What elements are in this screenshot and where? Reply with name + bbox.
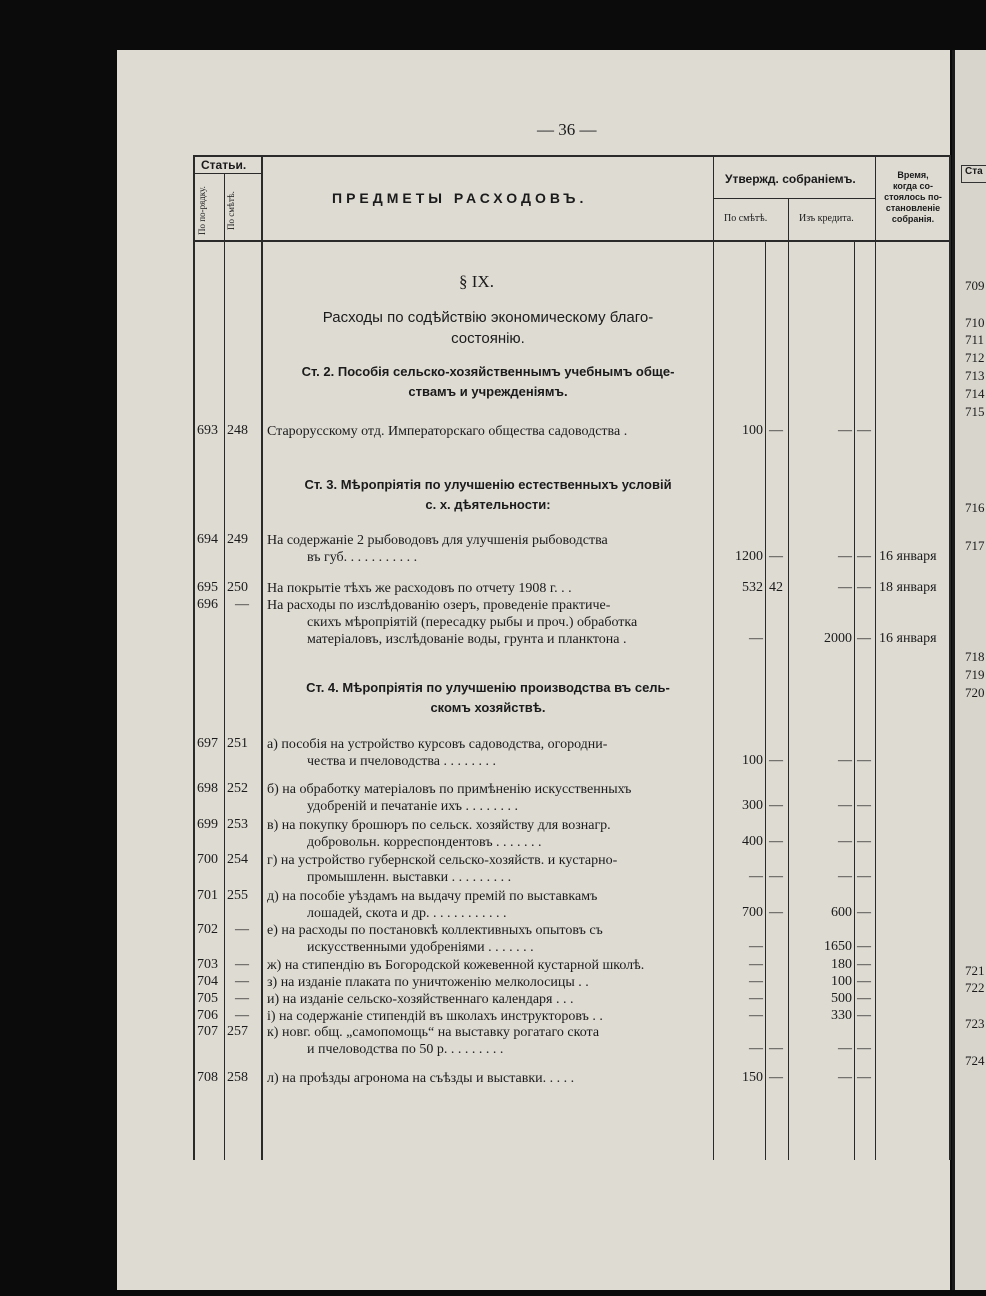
row-order-number: 695 [197,580,218,595]
section-title: Расходы по содѣйствію экономическому благо- состоянію. [322,309,654,347]
row-credit-kopecks: — [857,423,871,438]
row-description-line: и пчеловодства по 50 р. . . . . . . . . [307,1042,504,1057]
row-description-line: скихъ мѣропріятій (пересадку рыбы и проч.) обработка [307,615,638,630]
row-credit-kopecks: — [857,1008,871,1023]
header-col-credit: Изъ кредита. [799,213,854,224]
row-order-number: 703 [197,957,218,972]
row-credit-amount: — [838,1070,852,1085]
row-order-number: 705 [197,991,218,1006]
row-estimate-kopecks: — [769,549,783,564]
table-left-rule [193,155,195,1160]
row-order-number: 700 [197,852,218,867]
row-estimate-kopecks: — [769,753,783,768]
row-estimate-number: 248 [227,423,248,438]
document-page [117,50,950,1290]
row-description-line: а) пособія на устройство курсовъ садоводства, огородни- [267,737,608,752]
next-page-row-number: 709 [965,278,985,293]
row-credit-kopecks: — [857,549,871,564]
row-credit-kopecks: — [857,798,871,813]
row-order-number: 693 [197,423,218,438]
article-4-title: Ст. 4. Мѣропріятія по улучшенію производства въ сель- скомъ хозяйствѣ. [306,680,670,715]
row-description-line: въ губ. . . . . . . . . . . [307,550,418,565]
row-estimate-amount: — [749,974,763,989]
row-estimate-kopecks: 42 [769,580,783,595]
row-description-line: к) новг. общ. „самопомощь“ на выставку рогатаго скота [267,1025,600,1040]
row-credit-amount: 500 [831,991,852,1006]
rule-e-kop [765,240,766,1160]
row-credit-amount: 330 [831,1008,852,1023]
next-page-row-number: 718 [965,649,985,664]
row-credit-kopecks: — [857,905,871,920]
row-estimate-amount: — [749,1008,763,1023]
next-page-row-number: 717 [965,538,985,553]
articles-subrule [195,173,261,174]
row-estimate-kopecks: — [769,869,783,884]
row-estimate-number: — [235,974,249,989]
article-2-title: Ст. 2. Пособія сельско-хозяйственнымъ учебнымъ обще- ствамъ и учрежденіямъ. [301,364,675,399]
rule-order [224,173,225,1160]
row-estimate-amount: 100 [742,423,763,438]
next-page-row-number: 721 [965,963,985,978]
next-page-row-number: 723 [965,1016,985,1031]
row-credit-kopecks: — [857,974,871,989]
header-approved: Утвержд. собраніемъ. [725,172,856,186]
row-description-line: і) на содержаніе стипендій въ школахъ инструкторовъ . . [267,1009,603,1024]
row-credit-amount: — [838,869,852,884]
row-credit-kopecks: — [857,834,871,849]
row-credit-amount: — [838,580,852,595]
row-order-number: 699 [197,817,218,832]
next-page-header: Ста [961,165,986,183]
rule-credit [788,198,789,1160]
row-description-line: г) на устройство губернской сельско-хозяйств. и кустарно- [267,853,618,868]
row-estimate-amount: — [749,869,763,884]
article-3-title: Ст. 3. Мѣропріятія по улучшенію естественныхъ условій с. х. дѣятельности: [304,477,672,512]
row-credit-amount: — [838,423,852,438]
row-estimate-number: 249 [227,532,248,547]
row-estimate-amount: 100 [742,753,763,768]
section-number: § IX. [459,272,494,291]
row-estimate-number: 253 [227,817,248,832]
row-description-line: промышленн. выставки . . . . . . . . . [307,870,512,885]
row-credit-amount: — [838,1041,852,1056]
row-order-number: 707 [197,1024,218,1039]
header-by-order: По по-рядку. [197,186,207,235]
row-credit-kopecks: — [857,957,871,972]
header-col-estimate: По смѣтѣ. [724,213,768,224]
row-estimate-kopecks: — [769,423,783,438]
header-time: Время, когда со- стоялось по- становленіе собранія. [884,170,942,224]
row-estimate-amount: 532 [742,580,763,595]
next-page-row-number: 711 [965,332,985,347]
row-credit-amount: — [838,549,852,564]
row-estimate-amount: — [749,939,763,954]
row-description-line: е) на расходы по постановкѣ коллективныхъ опытовъ съ [267,923,603,938]
row-credit-amount: 1650 [824,939,852,954]
row-order-number: 701 [197,888,218,903]
row-description-line: и) на изданіе сельско-хозяйственнаго календаря . . . [267,992,574,1007]
next-page-row-number: 714 [965,386,985,401]
row-description-line: з) на изданіе плаката по уничтоженію мелколосицы . . [267,975,589,990]
header-subject: ПРЕДМЕТЫ РАСХОДОВЪ. [332,190,588,206]
row-credit-kopecks: — [857,939,871,954]
row-order-number: 708 [197,1070,218,1085]
row-estimate-amount: — [749,957,763,972]
row-credit-amount: 180 [831,957,852,972]
row-order-number: 697 [197,736,218,751]
row-description-line: На покрытіе тѣхъ же расходовъ по отчету 1908 г. . . [267,581,572,596]
row-credit-amount: — [838,753,852,768]
row-estimate-kopecks: — [769,798,783,813]
approved-subrule [713,198,875,199]
row-estimate-number: — [235,922,249,937]
next-page-row-number: 724 [965,1053,985,1068]
row-resolution-date: 16 января [879,549,937,564]
row-order-number: 706 [197,1008,218,1023]
row-estimate-kopecks: — [769,1041,783,1056]
rule-time [875,155,876,1160]
row-estimate-kopecks: — [769,834,783,849]
row-estimate-number: 257 [227,1024,248,1039]
row-credit-kopecks: — [857,631,871,646]
row-description-line: лошадей, скота и др. . . . . . . . . . . . [307,906,507,921]
row-order-number: 696 [197,597,218,612]
row-credit-kopecks: — [857,753,871,768]
row-order-number: 702 [197,922,218,937]
row-credit-kopecks: — [857,1070,871,1085]
row-description-line: На содержаніе 2 рыбоводовъ для улучшенія рыбоводства [267,533,608,548]
page-number: — 36 — [537,120,597,139]
next-page-edge [952,50,986,1290]
row-credit-kopecks: — [857,580,871,595]
row-credit-amount: — [838,798,852,813]
row-estimate-amount: — [749,1041,763,1056]
next-page-row-number: 710 [965,315,985,330]
rule-estimate [261,155,263,1160]
row-description-line: л) на проѣзды агронома на съѣзды и выставки. . . . . [267,1071,575,1086]
row-estimate-number: — [235,1008,249,1023]
row-estimate-amount: — [749,631,763,646]
row-description-line: На расходы по изслѣдованію озеръ, проведеніе практиче- [267,598,611,613]
row-description-line: искусственными удобреніями . . . . . . . [307,940,534,955]
row-estimate-amount: 700 [742,905,763,920]
rule-c-kop [854,240,855,1160]
row-estimate-kopecks: — [769,905,783,920]
row-order-number: 704 [197,974,218,989]
row-estimate-number: — [235,597,249,612]
next-page-row-number: 719 [965,667,985,682]
table-right-rule [949,155,951,1160]
next-page-row-number: 716 [965,500,985,515]
row-estimate-amount: — [749,991,763,1006]
row-resolution-date: 16 января [879,631,937,646]
row-credit-kopecks: — [857,869,871,884]
row-estimate-number: 252 [227,781,248,796]
row-order-number: 698 [197,781,218,796]
row-description-line: чества и пчеловодства . . . . . . . . [307,754,497,769]
row-description-line: добровольн. корреспондентовъ . . . . . . . [307,835,542,850]
next-page-row-number: 713 [965,368,985,383]
next-page-row-number: 712 [965,350,985,365]
row-estimate-number: — [235,957,249,972]
table-header-bottom-rule [193,240,949,242]
next-page-row-number: 715 [965,404,985,419]
row-credit-kopecks: — [857,991,871,1006]
row-estimate-amount: 1200 [735,549,763,564]
row-estimate-amount: 300 [742,798,763,813]
rule-subject [713,155,714,1160]
next-page-row-number: 720 [965,685,985,700]
row-resolution-date: 18 января [879,580,937,595]
row-estimate-number: 255 [227,888,248,903]
row-credit-kopecks: — [857,1041,871,1056]
row-estimate-number: 250 [227,580,248,595]
header-articles: Статьи. [201,158,247,172]
row-description-line: в) на покупку брошюръ по сельск. хозяйству для вознагр. [267,818,611,833]
row-credit-amount: 100 [831,974,852,989]
row-description-line: б) на обработку матеріаловъ по примѣненію искусственныхъ [267,782,632,797]
row-estimate-number: 254 [227,852,248,867]
row-description-line: Старорусскому отд. Императорскаго общества садоводства . [267,424,628,439]
row-description-line: удобреній и печатаніе ихъ . . . . . . . . [307,799,518,814]
row-estimate-number: 251 [227,736,248,751]
next-page-row-number: 722 [965,980,985,995]
table-top-rule [193,155,949,157]
row-order-number: 694 [197,532,218,547]
row-credit-amount: 2000 [824,631,852,646]
row-credit-amount: 600 [831,905,852,920]
row-estimate-amount: 400 [742,834,763,849]
row-description-line: матеріаловъ, изслѣдованіе воды, грунта и планктона . [307,632,627,647]
row-estimate-number: 258 [227,1070,248,1085]
row-credit-amount: — [838,834,852,849]
row-estimate-number: — [235,991,249,1006]
row-estimate-kopecks: — [769,1070,783,1085]
row-estimate-amount: 150 [742,1070,763,1085]
row-description-line: ж) на стипендію въ Богородской кожевенной кустарной школѣ. [267,958,645,973]
header-by-estimate: По смѣтѣ. [226,191,236,230]
row-description-line: д) на пособіе уѣздамъ на выдачу премій по выставкамъ [267,889,598,904]
